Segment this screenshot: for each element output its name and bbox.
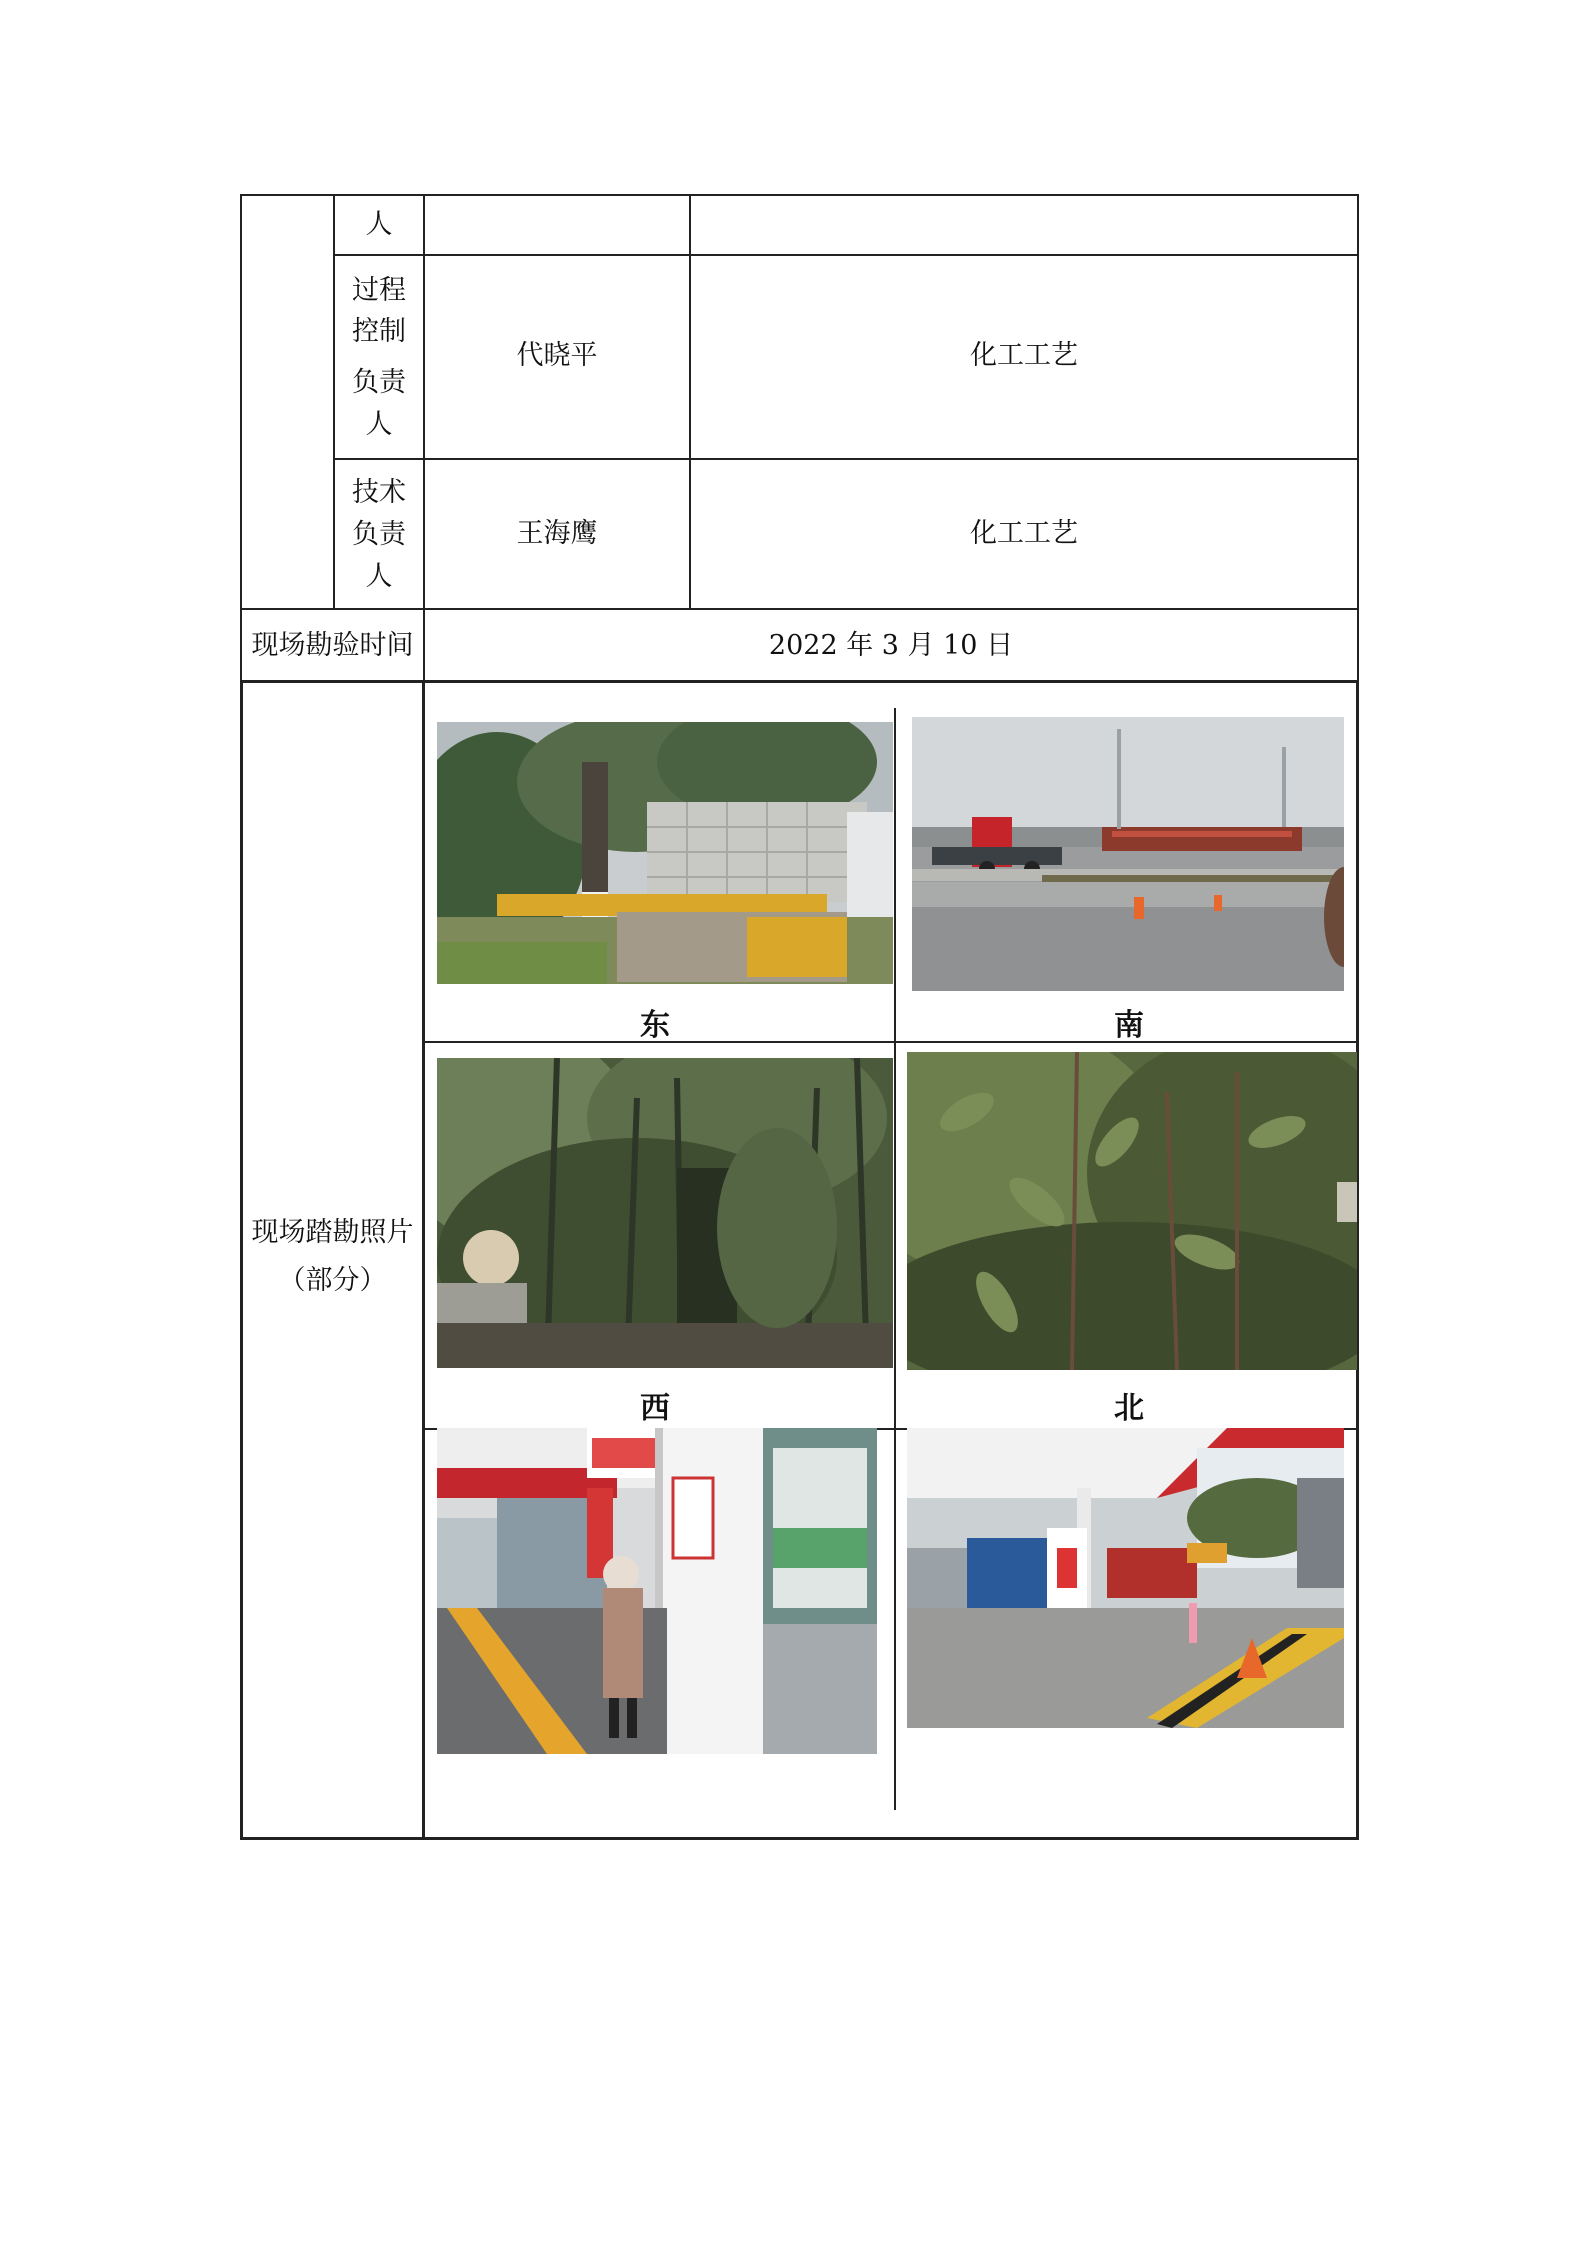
role-cell-process (333, 254, 425, 460)
caption-north: 北 (1114, 1391, 1144, 1426)
survey-time-label: 现场勘验时间 (251, 630, 414, 661)
major-process-text: 化工工艺 (970, 340, 1078, 371)
caption-south: 南 (1114, 1008, 1144, 1043)
role-process-line-3: 负责 (352, 367, 406, 398)
caption-east: 东 (640, 1008, 670, 1043)
photo-east (437, 722, 893, 984)
major-cell-prev (689, 194, 1359, 256)
role-tech-line-3: 人 (365, 561, 393, 592)
major-tech-text: 化工工艺 (970, 518, 1078, 549)
photo-grid-divider-h1 (424, 1041, 1356, 1043)
major-cell-process (689, 254, 1359, 460)
merged-category-cell (240, 194, 335, 610)
name-cell-process (423, 254, 691, 460)
photo-grid-divider-v (894, 708, 896, 1810)
role-tech-line-1: 技术 (352, 477, 406, 508)
survey-time-value: 2022 年 3 月 10 日 (768, 630, 1014, 661)
caption-west: 西 (640, 1391, 670, 1426)
photos-label-line-2: （部分） (278, 1265, 387, 1296)
name-process-text: 代晓平 (516, 340, 598, 371)
photo-north (907, 1052, 1357, 1370)
photo-south (912, 717, 1344, 991)
name-tech-text: 王海鹰 (516, 518, 598, 549)
name-cell-tech (423, 458, 691, 610)
photo-west (437, 1058, 893, 1368)
role-process-line-1: 过程 (352, 275, 406, 306)
major-cell-tech (689, 458, 1359, 610)
role-process-line-2: 控制 (352, 316, 406, 347)
role-cell-tech (333, 458, 425, 610)
name-cell-prev (423, 194, 691, 256)
role-cell-prev (333, 194, 425, 256)
role-tail-text: 人 (365, 209, 393, 240)
photos-label-cell (240, 680, 425, 1840)
role-process-line-4: 人 (365, 409, 393, 440)
survey-time-label-cell (240, 608, 425, 682)
photo-station-front (437, 1428, 877, 1754)
photos-label-line-1: 现场踏勘照片 (251, 1217, 414, 1248)
survey-time-value-cell (423, 608, 1359, 682)
photo-station-forecourt (907, 1428, 1344, 1728)
role-tech-line-2: 负责 (352, 519, 406, 550)
